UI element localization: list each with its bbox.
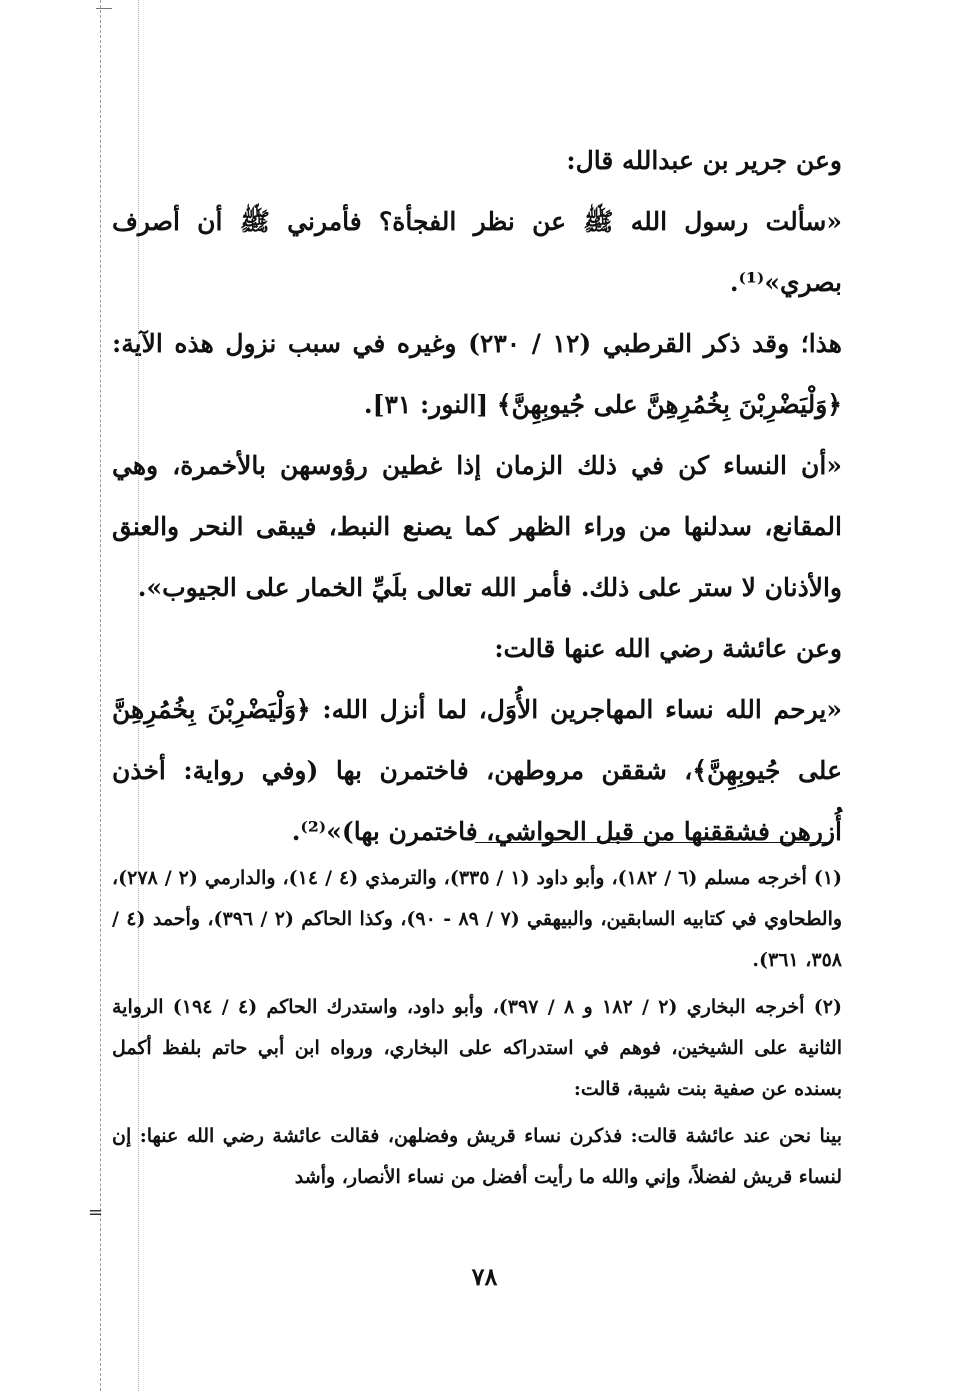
page-number: ٧٨: [471, 1262, 498, 1291]
scan-margin-tick: [96, 8, 112, 9]
paragraph: وعن عائشة رضي الله عنها قالت:: [494, 634, 842, 663]
footnotes: [112, 858, 842, 1198]
footnote-quote: بينا نحن عند عائشة قالت: فذكرن نساء قريش وفضلهن، فقالت عائشة رضي الله عنها: إن لنساء قريش لفضلاً، وإني والله ما رأيت أفضل من نساء الأنصار، وأشد: [112, 1125, 842, 1188]
continuation-mark: =: [88, 1202, 104, 1223]
paragraph: «يرحم الله نساء المهاجرين الأُوَل، لما أنزل الله: ﴿وَلْيَضْرِبْنَ بِخُمُرِهِنَّ على جُيوبِهِنَّ﴾، شققن مروطهن، فاختمرن بها (وفي رواية: أخذن أُزرهن فشققنها من قبل الحواشي، فاختمرن بها)»⁽²⁾.: [112, 695, 842, 846]
separator-rule: [475, 842, 830, 843]
paragraph: «أن النساء كن في ذلك الزمان إذا غطين رؤوسهن بالأخمرة، وهي المقانع، سدلنها من وراء الظهر كما يصنع النبط، فيبقى النحر والعنق والأذنان لا ستر على ذلك. فأمر الله تعالى بلَيِّ الخمار على الجيوب».: [112, 451, 842, 602]
paragraph: وعن جرير بن عبدالله قال:: [566, 146, 842, 175]
footnote: (٢) أخرجه البخاري (٢ / ١٨٢ و ٨ / ٣٩٧)، وأبو داود، واستدرك الحاكم (٤ / ١٩٤) الرواية الثانية على الشيخين، فوهم في استدراكه على البخاري، ورواه ابن أبي حاتم بلفظ أكمل بسنده عن صفية بنت شيبة، قالت:: [112, 996, 842, 1100]
main-text: [112, 130, 842, 862]
scan-margin-line: [100, 0, 101, 1391]
footnote: (١) أخرجه مسلم (٦ / ١٨٢)، وأبو داود (١ / ٣٣٥)، والترمذي (٤ / ١٤)، والدارمي (٢ / ٢٧٨)، والطحاوي في كتابيه السابقين، والبيهقي (٧ / ٨٩ - ٩٠)، وكذا الحاكم (٢ / ٣٩٦)، وأحمد (٤ / ٣٥٨، ٣٦١).: [112, 867, 843, 971]
paragraph: «سألت رسول الله ﷺ عن نظر الفجأة؟ فأمرني ﷺ أن أصرف بصري»⁽¹⁾.: [112, 207, 842, 297]
paragraph: هذا؛ وقد ذكر القرطبي (١٢ / ٢٣٠) وغيره في سبب نزول هذه الآية: ﴿وَلْيَضْرِبْنَ بِخُمُرِهِنَّ على جُيوبِهِنَّ﴾ [النور: ٣١].: [112, 329, 842, 419]
